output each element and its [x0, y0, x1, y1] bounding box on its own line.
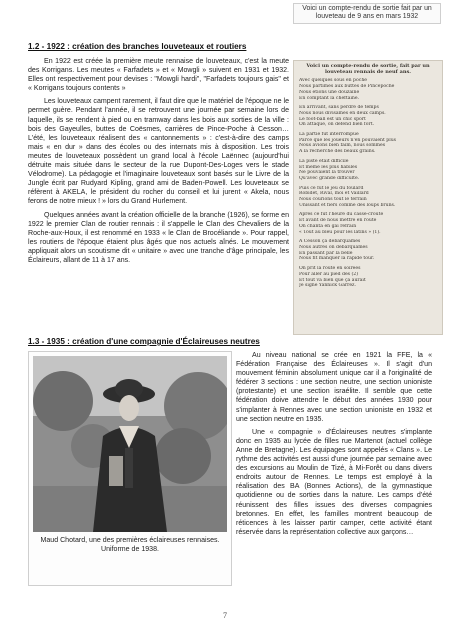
clipping-line: Nous avions bien faim, nous sommes	[299, 143, 386, 149]
clipping-line: Nous étions une douzaine	[299, 89, 360, 95]
clipping-line: Puis ce fut le jeu du foulard	[299, 185, 364, 191]
clipping-line: Nous partîmes aux buttes de Pincepoche	[299, 84, 395, 90]
paragraph: Au niveau national se crée en 1921 la FFE, la « Fédération Française des Éclaireuses ». Il s'agit d'un mouvement féminin absolument unique car il a l'originalité de fédérer 3 sections : une section neutre, une section unioniste (protestante) et une section israélite. Il semble que cette fédération doive attendre le début des années 1930 pour s'implanter à Rennes avec une section unioniste en 1932 et une section neutre en 1935.	[236, 352, 432, 423]
clipping-line: La partie fut interrompue	[299, 132, 359, 138]
clipping-line: A la recherche des beaux grains.	[299, 149, 376, 155]
portrait-photo-illustration	[33, 356, 227, 532]
clipping-line: En passant par là belle	[299, 250, 353, 256]
paragraph: Quelques années avant la création officielle de la branche (1926), se forme en 1922 le premier Clan de routier rennais : il s'appelle le Clan des Chevaliers de la Roche-aux-Houx, il est renommé en 1933 « le Clan de Brocéliande ». Pour rappel, les routiers de l'époque étaient plus âgés que nos actuels aînés. Le mouvement appliquait alors un scoutisme dit « unitaire » avec une tranche d'âge principale, les Éclaireurs, allant de 11 à 17 ans.	[28, 211, 289, 264]
section-1922-body	[28, 57, 289, 269]
paragraph: Une « compagnie » d'Éclaireuses neutres s'implante donc en 1935 au lycée de filles rue Martenot (actuel collège Anne de Bretagne). Les équipages sont appelés « Clans ». Le rythme des activités est aussi d'une journée par semaine avec des excursions au Moulin de Tizé, à Mi-Forêt ou dans divers endroits autour de Rennes. Le temps est employé à la réalisation des BA (Bonnes Actions), de la gymnastique quotidienne ou de sorties dans la nature. Les camps d'été réunissent des filles issues des diverses compagnies bretonnes. En effet, les familles montrent beaucoup de réticences à les laisser partir camper, cette activité étant réservée dans la représentation collective aux garçons…	[236, 428, 432, 536]
clipping-line: Et tout va bien que ça aurait	[299, 277, 366, 283]
section-heading-1935: 1.3 - 1935 : création d'une compagnie d'Éclaireuses neutres	[28, 337, 260, 346]
clipping-line: En arrivant, sans perdre de temps	[299, 105, 379, 111]
clipping-line: Je signe Yannick Garrez.	[299, 283, 356, 289]
clipping-line: Parce que les joueurs n'en pouvaient plus	[299, 137, 397, 143]
clipping-line: Nous autres on débarquâmes	[299, 244, 368, 250]
clipping-line: Qu'avec grande difficulté.	[299, 175, 360, 181]
clipping-line: Le foot-ball est un chic sport	[299, 116, 366, 122]
clipping-line: « Tout au bleu pour les latins » (1).	[299, 229, 381, 235]
paragraph: En 1922 est créée la première meute rennaise de louveteaux, c'est la meute des Korrigans. Les meutes « Farfadets » et « Mowgli » suivent en 1931 et 1932. Elles ont respectivement pour devises : "Mowgli hardi", "Farfadets toujours gais" et « Korrigans toujours contents »	[28, 58, 289, 93]
clipping-line: Ne pouvaient la trouver	[299, 170, 355, 176]
clipping-line: Et avant de nous mettre en route	[299, 218, 377, 224]
section-heading-1922: 1.2 - 1922 : création des branches louveteaux et routiers	[28, 42, 247, 51]
clipping-line: La piste était difficile	[299, 158, 349, 164]
clipping-line: Nous fit manquer la rapide tour.	[299, 256, 375, 262]
clipping-line: Robidet, Rival, moi et Vaillard	[299, 191, 369, 197]
photo-caption: Maud Chotard, une des premières éclaireuses rennaises. Uniforme de 1938.	[40, 537, 220, 553]
photo-frame	[28, 351, 232, 586]
portrait-photo	[33, 356, 227, 532]
clipping-line: Pour aller au pied des (2)	[299, 271, 359, 277]
clipping-line: Nous nous divisâmes en deux camps.	[299, 110, 386, 116]
clipping-line: A Cesson ça débarquâmes	[299, 239, 361, 245]
paragraph: Les louveteaux campent rarement, il faut dire que le matériel de l'époque ne le permet guère. Pendant l'année, il se retrouvent une journée par semaine lors de laquelle, ils se rendent à pied ou en tramway dans les bois aux sorties de la ville : bois des Gayeulles, buttes de Coësmes, carrières de Pince-Poche à Cesson… L'été, les louveteaux réalisent des « cantonnements » : c'est-à-dire des camps mais « en dur » dans des écoles ou des internats mis à disposition. Les trois meutes de louveteaux possèdent un grand local à l'école Laënnec (aujourd'hui détruite mais située dans le secteur de la rue Dupont-Des-Loges vers le stade Vélodrome). La pédagogie et l'imaginaire louveteaux sont basés sur le Livre de la Jungle écrit par Rudyard Kipling, grand ami de Baden-Powell. Les louveteaux se réfèrent à AKELA, le président du rocher du conseil et lui jurent « Akela, nous ferons de notre mieux ! » lors du Grand Hurlement.	[28, 98, 289, 206]
clipping-caption: Voici un compte-rendu de sortie fait par un louveteau de 9 ans en mars 1932	[293, 3, 441, 24]
page-number: 7	[223, 611, 227, 620]
clipping-text	[299, 78, 437, 289]
clipping-line: Et même les plus habiles	[299, 164, 358, 170]
clipping-title: Voici un compte-rendu de sortie, fait par un louveteau rennais de neuf ans.	[306, 63, 430, 75]
clipping-line: On attaque, on défend bien fort.	[299, 122, 375, 128]
section-1935-body	[236, 351, 432, 541]
clipping-line: On chanta en gai refrain	[299, 223, 357, 229]
newspaper-clipping	[293, 60, 443, 335]
clipping-line: Après ce fut l'heure du casse-croûte	[299, 212, 384, 218]
clipping-line: Nous courions tout le terrain	[299, 197, 367, 203]
clipping-line: Unissant et fiers comme des loups bruns.	[299, 202, 396, 208]
clipping-line: Avec quelques sous en poche	[299, 78, 367, 84]
clipping-line: On prit la route en soirées	[299, 266, 361, 272]
clipping-line: En comptant la cheftaine.	[299, 95, 360, 101]
